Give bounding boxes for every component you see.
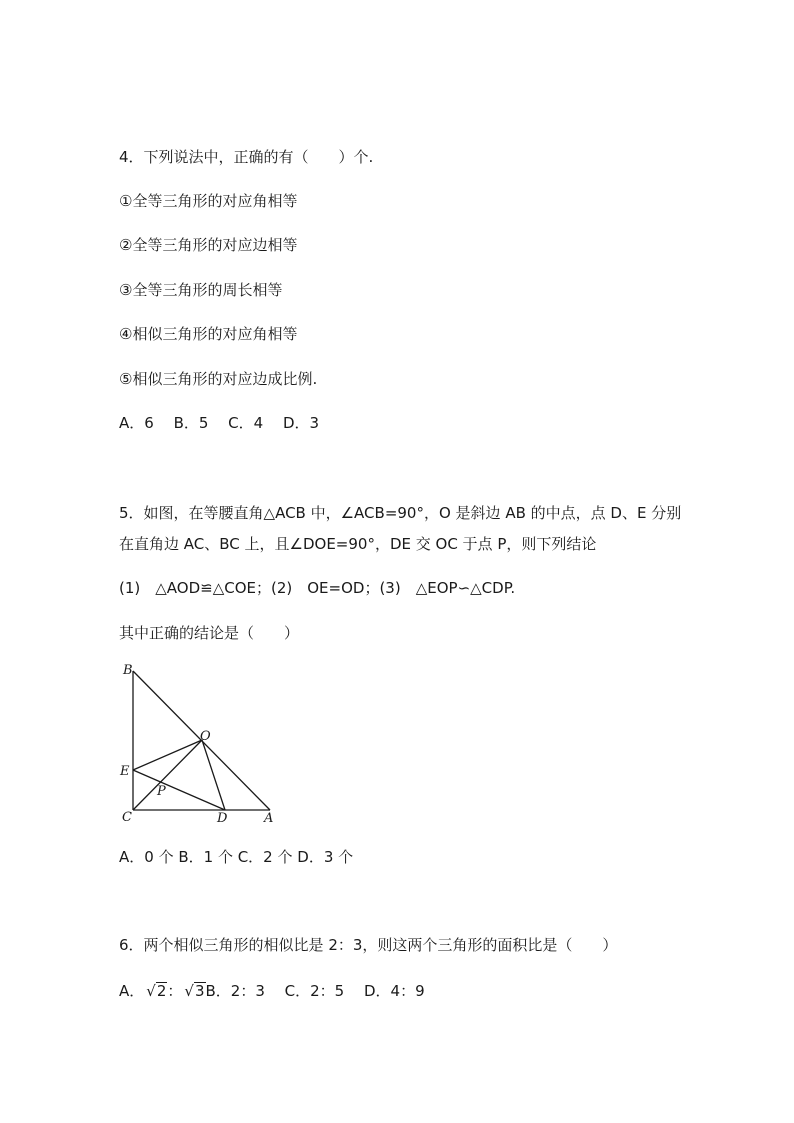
sqrt-3: √3 [184,982,205,1000]
question-4-item-3: ③全等三角形的周长相等 [119,281,283,299]
question-5-stem-line-2: 在直角边 AC、BC 上，且∠DOE=90°，DE 交 OC 于点 P，则下列结论 [119,535,597,553]
segment-od [202,740,225,810]
label-d: D [217,811,228,826]
label-o: O [200,729,211,744]
label-b: B [123,663,133,678]
question-4-item-1: ①全等三角形的对应角相等 [119,192,298,210]
question-4-item-5: ⑤相似三角形的对应边成比例. [119,370,318,388]
geometry-figure [110,655,290,830]
question-5-conclusions: (1) △AOD≌△COE；(2) OE=OD；(3) △EOP∽△CDP. [119,579,516,597]
label-p: P [157,784,166,799]
question-5-options: A．0 个 B．1 个 C．2 个 D．3 个 [119,848,354,866]
sqrt-2: √2 [146,982,167,1000]
question-4-options: A．6 B．5 C．4 D．3 [119,414,320,432]
segment-ed [133,770,225,810]
question-4-item-4: ④相似三角形的对应角相等 [119,325,298,343]
question-5-stem-line-1: 5．如图，在等腰直角△ACB 中，∠ACB=90°，O 是斜边 AB 的中点，点 D、E 分别 [119,504,682,522]
ratio-colon: ： [167,982,183,1000]
question-6-stem: 6．两个相似三角形的相似比是 2：3，则这两个三角形的面积比是（ ） [119,936,618,954]
label-a: A [264,811,274,826]
options-rest: B．2：3 C．2：5 D．4：9 [205,982,425,1000]
question-4-stem: 4．下列说法中，正确的有（ ）个. [119,148,374,166]
segment-eo [133,740,202,770]
question-6-options [119,981,425,1001]
label-c: C [122,810,132,825]
question-5-ask: 其中正确的结论是（ ） [119,624,300,642]
label-e: E [120,764,130,779]
question-4-item-2: ②全等三角形的对应边相等 [119,236,298,254]
option-a-prefix: A． [119,982,145,1000]
